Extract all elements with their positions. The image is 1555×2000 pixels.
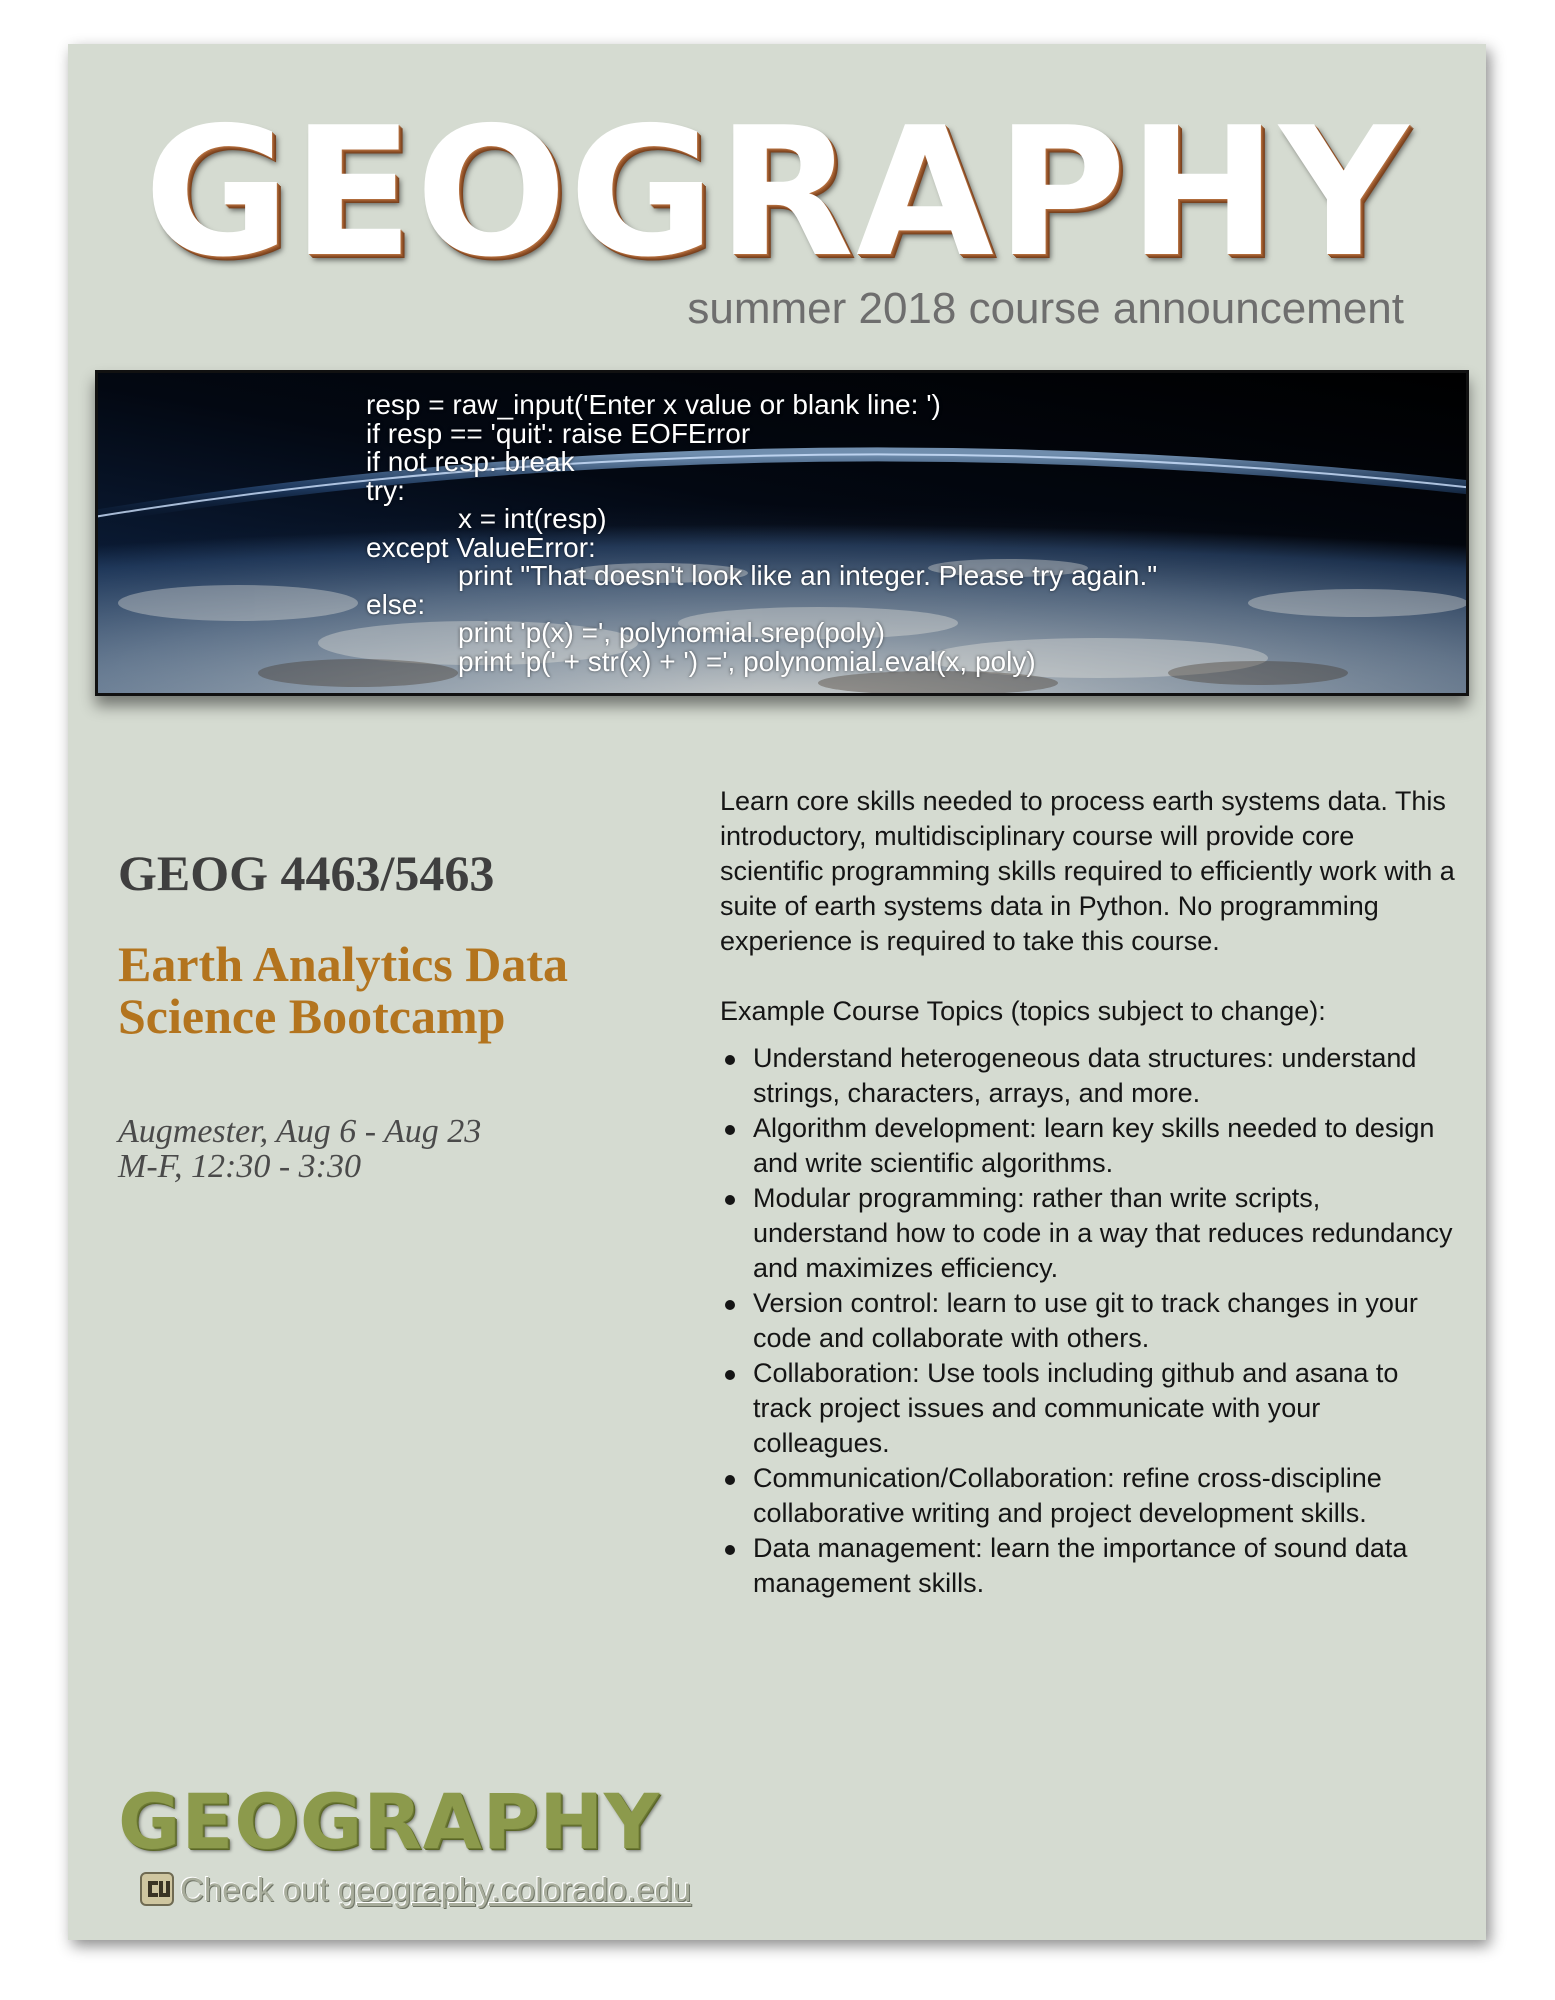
earth-code-banner bbox=[95, 370, 1469, 696]
course-title-line: Earth Analytics Data bbox=[118, 936, 568, 992]
code-line: else: bbox=[366, 588, 426, 620]
website-link[interactable]: geography.colorado.edu bbox=[337, 1871, 692, 1908]
course-title-line: Science Bootcamp bbox=[118, 988, 506, 1044]
topic-item: Collaboration: Use tools including github and asana to track project issues and communicate with your colleagues. bbox=[720, 1356, 1460, 1461]
topics-list bbox=[720, 1041, 1460, 1601]
code-line: if resp == 'quit': raise EOFError bbox=[366, 417, 751, 449]
course-schedule bbox=[118, 1114, 481, 1184]
code-line: try: bbox=[366, 474, 405, 506]
topic-item: Version control: learn to use git to track changes in your code and collaborate with others. bbox=[720, 1286, 1460, 1356]
code-line: x = int(resp) bbox=[458, 503, 607, 534]
topic-item: Modular programming: rather than write scripts, understand how to code in a way that reduces redundancy and maximizes efficiency. bbox=[720, 1181, 1460, 1286]
topic-item: Communication/Collaboration: refine cross-discipline collaborative writing and project development skills. bbox=[720, 1461, 1460, 1531]
schedule-dates: Augmester, Aug 6 - Aug 23 bbox=[118, 1113, 482, 1150]
code-line: resp = raw_input('Enter x value or blank line: ') bbox=[366, 389, 941, 420]
schedule-times: M-F, 12:30 - 3:30 bbox=[118, 1148, 361, 1185]
topic-item: Algorithm development: learn key skills needed to design and write scientific algorithms. bbox=[720, 1111, 1460, 1181]
course-title bbox=[118, 938, 568, 1042]
topic-item: Data management: learn the importance of sound data management skills. bbox=[720, 1531, 1460, 1601]
cu-logo-icon bbox=[140, 1872, 174, 1906]
course-description: Learn core skills needed to process earth systems data. This introductory, multidisciplinary course will provide core scientific programming skills required to efficiently work with a suite of earth systems data in Python. No programming experience is required to take this course. bbox=[720, 786, 1455, 956]
course-details bbox=[720, 784, 1460, 1601]
subtitle: summer 2018 course announcement bbox=[687, 284, 1404, 333]
course-code: GEOG 4463/5463 bbox=[118, 845, 495, 901]
code-snippet bbox=[366, 391, 1157, 676]
footer-prefix: Check out bbox=[180, 1871, 338, 1908]
footer-geography-logo: GEOGRAPHY bbox=[118, 1777, 660, 1866]
topic-item: Understand heterogeneous data structures: understand strings, characters, arrays, and more. bbox=[720, 1041, 1460, 1111]
main-title: GEOGRAPHY bbox=[143, 89, 1411, 296]
code-line: print 'p(x) =', polynomial.srep(poly) bbox=[458, 617, 885, 648]
topics-heading: Example Course Topics (topics subject to change): bbox=[720, 996, 1326, 1026]
code-line: print "That doesn't look like an integer. Please try again." bbox=[458, 560, 1158, 591]
code-line: if not resp: break bbox=[366, 446, 575, 477]
code-line: print 'p(' + str(x) + ') =', polynomial.eval(x, poly) bbox=[458, 645, 1036, 677]
footer-text bbox=[180, 1870, 691, 1910]
poster bbox=[68, 44, 1486, 1940]
code-line: except ValueError: bbox=[366, 531, 596, 563]
